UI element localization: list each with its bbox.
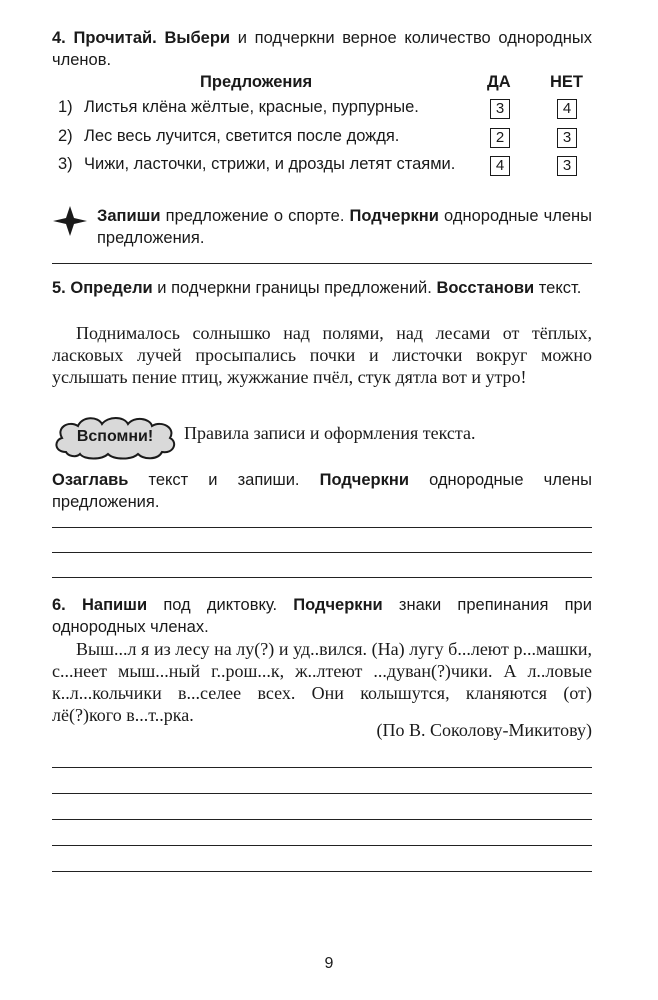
answer-line xyxy=(52,552,592,553)
sentence-text: Лес весь лучится, светится после дождя. xyxy=(84,127,400,145)
star-icon xyxy=(52,205,88,237)
answer-line xyxy=(52,527,592,528)
answer-line xyxy=(52,263,592,264)
answer-line xyxy=(52,577,592,578)
answer-line xyxy=(52,871,592,872)
title-task-instruction: Озаглавь текст и запиши. Подчеркни однородные члены предложения. xyxy=(52,471,593,511)
task-4-instruction: 4. Прочитай. Выбери и подчеркни верное количество однородных членов. xyxy=(52,29,592,69)
task-5-text: Поднималось солнышко над полями, над лесами от тёплых, ласковых лучей просыпались почки и листочки вокруг можно услышать пение птиц, жужжание пчёл, стук дятла вот и утро! xyxy=(52,323,592,387)
answer-line xyxy=(52,793,592,794)
task-6-text: Выш...л я из лесу на лу(?) и уд..вился. (На) лугу б...леют р...машки, с...неет мыш...ный г..рош...к, ж..лтеют ...дуван(?)чики. А л..ловые к..л...кольчики в...селее всех. Они колышутся, кланяются (от) лё(?)кого в...т..рка. xyxy=(52,639,592,725)
star-task-instruction: Запиши предложение о спорте. Подчеркни однородные члены предложения. xyxy=(97,207,592,247)
sentence-number: 3) xyxy=(58,155,73,173)
answer-line xyxy=(52,819,592,820)
task-6-instruction: 6. Напиши под диктовку. Подчеркни знаки препинания при однородных членах. xyxy=(52,596,592,636)
answer-line xyxy=(52,845,592,846)
yes-count-box: 3 xyxy=(490,99,510,119)
yes-count-box: 4 xyxy=(490,156,510,176)
sentence-text: Листья клёна жёлтые, красные, пурпурные. xyxy=(84,98,419,116)
no-count-box: 4 xyxy=(557,99,577,119)
column-header-yes: ДА xyxy=(487,73,511,91)
sentence-number: 2) xyxy=(58,127,73,145)
yes-count-box: 2 xyxy=(490,128,510,148)
remember-label: Вспомни! xyxy=(76,428,154,445)
remember-text: Правила записи и оформления текста. xyxy=(184,423,476,443)
sentence-text: Чижи, ласточки, стрижи, и дрозды летят стаями. xyxy=(84,155,456,173)
answer-line xyxy=(52,767,592,768)
column-header-sentences: Предложения xyxy=(200,73,313,91)
sentence-number: 1) xyxy=(58,98,73,116)
text-author: (По В. Соколову-Микитову) xyxy=(376,720,592,740)
page-number: 9 xyxy=(324,955,334,972)
column-header-no: НЕТ xyxy=(550,73,583,91)
task-5-instruction: 5. Определи и подчеркни границы предложений. Восстанови текст. xyxy=(52,279,582,297)
no-count-box: 3 xyxy=(557,156,577,176)
no-count-box: 3 xyxy=(557,128,577,148)
